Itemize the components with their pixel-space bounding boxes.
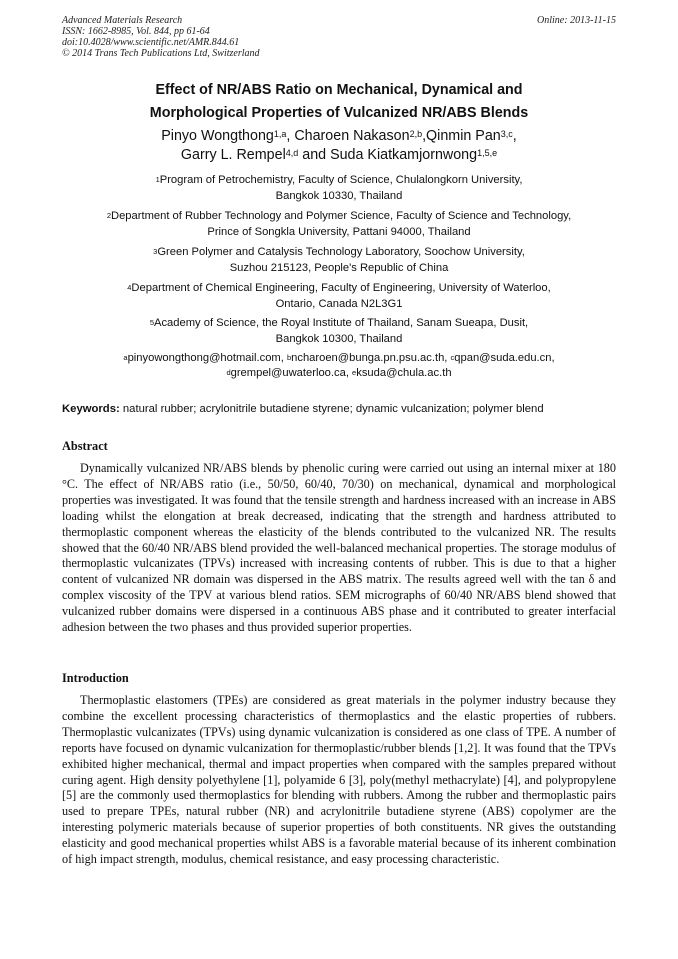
- affiliation-line: [60, 209, 618, 225]
- author-sup: 1,a: [273, 129, 287, 139]
- author-sup: 4,d: [285, 148, 299, 158]
- title-line-2: Morphological Properties of Vulcanized NR/ABS Blends: [149, 105, 529, 121]
- author-emails: [60, 351, 618, 381]
- email-sup: a: [123, 353, 128, 362]
- paper-title: [60, 79, 618, 125]
- affiliation-sup: 2: [106, 211, 111, 220]
- email-sup: c: [450, 353, 455, 362]
- email-b: ncharoen@bunga.pn.psu.ac.th,: [291, 352, 451, 364]
- journal-metadata: [62, 15, 260, 59]
- keywords-label: Keywords:: [62, 403, 120, 415]
- affiliation-line: [60, 316, 618, 332]
- author-sup: 3,c: [500, 129, 513, 139]
- affiliation-text: Department of Rubber Technology and Polymer Science, Faculty of Science and Technology,: [110, 210, 572, 222]
- author-sup: 1,5,e: [477, 148, 498, 158]
- email-line-1: [60, 351, 618, 366]
- affiliation-text: Academy of Science, the Royal Institute of Thailand, Sanam Sueapa, Dusit,: [154, 317, 529, 329]
- online-date: Online: 2013-11-15: [537, 15, 616, 26]
- keywords-text: natural rubber; acrylonitrile butadiene styrene; dynamic vulcanization; polymer blend: [119, 403, 544, 415]
- email-sup: d: [226, 368, 231, 377]
- email-sup: e: [352, 368, 357, 377]
- author-line-2: [60, 146, 618, 165]
- author-name: , Charoen Nakason: [286, 128, 410, 144]
- affiliation-3: [60, 245, 618, 276]
- affiliation-line: [60, 281, 618, 297]
- affiliation-sup: 5: [149, 318, 154, 327]
- doi-line: doi:10.4028/www.scientific.net/AMR.844.61: [62, 37, 240, 48]
- abstract-text: Dynamically vulcanized NR/ABS blends by phenolic curing were carried out using an internal mixer at 180 °C. The effect of NR/ABS ratio (i.e., 50/50, 60/40, 70/30) on mechanical, dynamical and morphological properties was investigated. It was found that the tensile strength and hardness increased with an increase in ABS loading whilst the elongation at break decreased, indicating that the strength and hardness attributed to thermoplastic component whereas the elasticity of the blends contributed to the vulcanized NR. The results showed that the 60/40 NR/ABS blend provided the well-balanced mechanical properties. The storage modulus of thermoplastic vulcanizates (TPVs) increased with increasing contents of rubber. This is due to that a higher content of vulcanized NR domain was dispersed in the ABS matrix. The results agreed well with the tan δ and complex viscosity of the TPV at various blend ratios. SEM micrographs of 60/40 NR/ABS blend showed that vulcanized rubber domains were dispersed in a continuous ABS phase and it contributed to greater interfacial adhesion between the two phases and thus provided superior properties.: [62, 461, 616, 635]
- author-name: and Suda Kiatkamjornwong: [298, 147, 478, 163]
- affiliation-line: Ontario, Canada N2L3G1: [275, 297, 403, 310]
- affiliation-line: Suzhou 215123, People's Republic of China: [229, 261, 449, 274]
- affiliation-line: Bangkok 10300, Thailand: [275, 332, 403, 345]
- author-name: Garry L. Rempel: [180, 147, 286, 163]
- email-e: ksuda@chula.ac.th: [356, 367, 452, 379]
- affiliation-line: [60, 245, 618, 261]
- affiliation-5: [60, 316, 618, 347]
- journal-name: Advanced Materials Research: [62, 15, 183, 26]
- introduction-heading: Introduction: [62, 671, 129, 685]
- copyright-line: © 2014 Trans Tech Publications Ltd, Switzerland: [62, 48, 260, 59]
- email-d: grempel@uwaterloo.ca,: [230, 367, 353, 379]
- author-list: [60, 127, 618, 165]
- affiliation-sup: 3: [153, 247, 158, 256]
- affiliation-line: [60, 173, 618, 189]
- author-separator: ,: [512, 128, 517, 144]
- email-a: pinyowongthong@hotmail.com,: [127, 352, 287, 364]
- author-name: Pinyo Wongthong: [161, 128, 274, 144]
- affiliation-text: Program of Petrochemistry, Faculty of Science, Chulalongkorn University,: [159, 174, 523, 186]
- introduction-text: Thermoplastic elastomers (TPEs) are considered as great materials in the polymer industry because they combine the excellent processing characteristics of thermoplastics and the elastic properties of rubbers. Thermoplastic vulcanizates (TPVs) using dynamic vulcanization is considered as one class of TPE. A number of reports have focused on dynamic vulcanization for thermoplastic/rubber blends [1,2]. It was found that the TPVs exhibited higher mechanical, thermal and impact properties when compared with the samples prepared without curing agent. High density polyethylene [1], polyamide 6 [3], poly(methyl methacrylate) [4], and polypropylene [5] are the commonly used thermoplastics for blending with rubbers. Among the rubber and thermoplastic pairs used to prepare TPEs, natural rubber (NR) and acrylonitrile butadiene styrene (ABS) copolymer are the interesting polymeric materials because of superior properties of both constituents. NR gives the outstanding elasticity and good mechanical properties whilst ABS is a favorable material because of its inherent combination of high impact strength, modulus, chemical resistance, and easy processing characteristic.: [62, 693, 616, 867]
- email-sup: b: [286, 353, 292, 362]
- issn-line: ISSN: 1662-8985, Vol. 844, pp 61-64: [62, 26, 210, 37]
- affiliation-line: Bangkok 10330, Thailand: [275, 189, 403, 202]
- affiliation-text: Green Polymer and Catalysis Technology Laboratory, Soochow University,: [157, 246, 525, 258]
- affiliation-sup: 4: [127, 283, 132, 292]
- abstract-heading: Abstract: [62, 439, 108, 453]
- affiliation-text: Department of Chemical Engineering, Faculty of Engineering, University of Waterloo,: [131, 282, 551, 294]
- author-name: ,Qinmin Pan: [422, 128, 501, 144]
- email-line-2: [60, 366, 618, 381]
- author-sup: 2,b: [409, 129, 423, 139]
- title-line-1: Effect of NR/ABS Ratio on Mechanical, Dynamical and: [155, 82, 523, 98]
- email-c: qpan@suda.edu.cn,: [454, 352, 555, 364]
- keywords: [62, 402, 618, 417]
- affiliation-2: [60, 209, 618, 240]
- affiliation-line: Prince of Songkla University, Pattani 94000, Thailand: [207, 225, 471, 238]
- affiliation-sup: 1: [155, 175, 160, 184]
- affiliation-1: [60, 173, 618, 204]
- author-line-1: [60, 127, 618, 146]
- affiliation-4: [60, 281, 618, 312]
